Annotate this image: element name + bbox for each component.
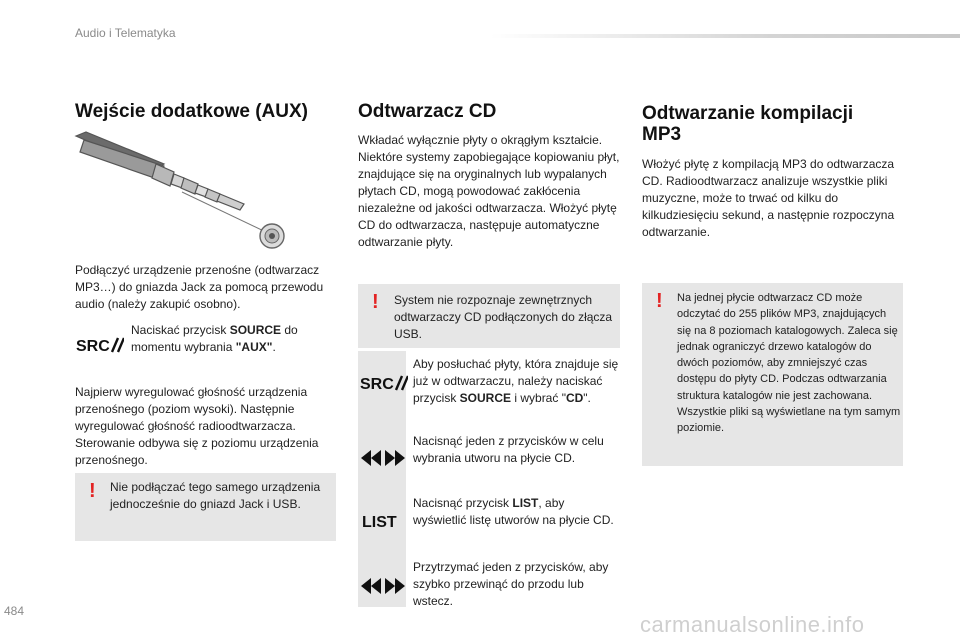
header-title: Audio i Telematyka [75,26,176,40]
src-button-icon [360,372,408,394]
aux-step-text: Naciskać przycisk SOURCE do momentu wybrania "AUX". [131,323,298,354]
svg-text:SRC: SRC [76,338,110,355]
cd-intro-text: Wkładać wyłącznie płyty o okrągłym kształcie. Niektóre systemy zapobiegające kopiowaniu płyt, znajdujące się na oryginalnych lub wypalanych płytach CD, mogą powodować zakłócenia niezależne od jakości odtwarzacza. Włożyć płytę CD do odtwarzacza, następuje automatyczne odtwarzanie płyty. [358,133,620,249]
svg-text:LIST: LIST [362,514,397,531]
jack-plug-icon [74,130,294,255]
list-button-icon [362,510,402,532]
mp3-warning-text: Na jednej płycie odtwarzacz CD może odczytać do 255 plików MP3, znajdujących się na 8 poziomach katalogowych. Zaleca się jednak ograniczyć drzewo katalogów do dwóch poziomów, aby zmniejszyć czas dostępu do płyty CD. Podczas odtwarzania struktura katalogów nie jest zachowana. Wszystkie pliki są wyświetlane na tym samym poziomie. [677,292,901,435]
page-number: 484 [4,604,25,618]
cd-warning-text: System nie rozpoznaje zewnętrznych odtwarzaczy CD podłączonych do złącza USB. [394,293,613,341]
mp3-heading: Odtwarzanie kompilacji MP3 [642,103,854,145]
cd-list-text: Nacisnąć przycisk LIST, aby wyświetlić listę utworów na płycie CD. [413,496,614,527]
fast-forward-rewind-icon [361,576,405,596]
src-button-icon [76,334,124,356]
svg-text:SRC: SRC [360,376,394,393]
cd-listen-text: Aby posłuchać płyty, która znajduje się już w odtwarzaczu, należy naciskać przycisk SOURCE i wybrać "CD". [413,357,619,405]
warning-icon: ! [372,291,379,313]
header-divider [490,34,960,38]
cd-heading: Odtwarzacz CD [358,101,497,122]
aux-heading: Wejście dodatkowe (AUX) [75,101,308,122]
aux-warning-text: Nie podłączać tego samego urządzenia jednocześnie do gniazd Jack i USB. [110,480,321,511]
cd-track-text: Nacisnąć jeden z przycisków w celu wybrania utworu na płycie CD. [413,434,604,465]
mp3-intro-text: Włożyć płytę z kompilacją MP3 do odtwarzacza CD. Radioodtwarzacz analizuje wszystkie pliki muzyczne, może to trwać od kilku do kilkudziesięciu sekund, a następnie rozpoczyna odtwarzanie. [642,157,895,239]
aux-volume-text: Najpierw wyregulować głośność urządzenia przenośnego (poziom wysoki). Następnie wyregulować głośność radioodtwarzacza. Sterowanie odbywa się z poziomu urządzenia przenośnego. [75,385,319,467]
warning-icon: ! [656,290,663,312]
aux-intro-text: Podłączyć urządzenie przenośne (odtwarzacz MP3…) do gniazda Jack za pomocą przewodu audio (należy zakupić osobno). [75,263,324,311]
watermark: carmanualsonline.info [640,612,865,637]
warning-icon: ! [89,480,96,502]
skip-track-buttons-icon [361,448,405,468]
cd-ffwd-text: Przytrzymać jeden z przycisków, aby szybko przewinąć do przodu lub wstecz. [413,560,609,608]
